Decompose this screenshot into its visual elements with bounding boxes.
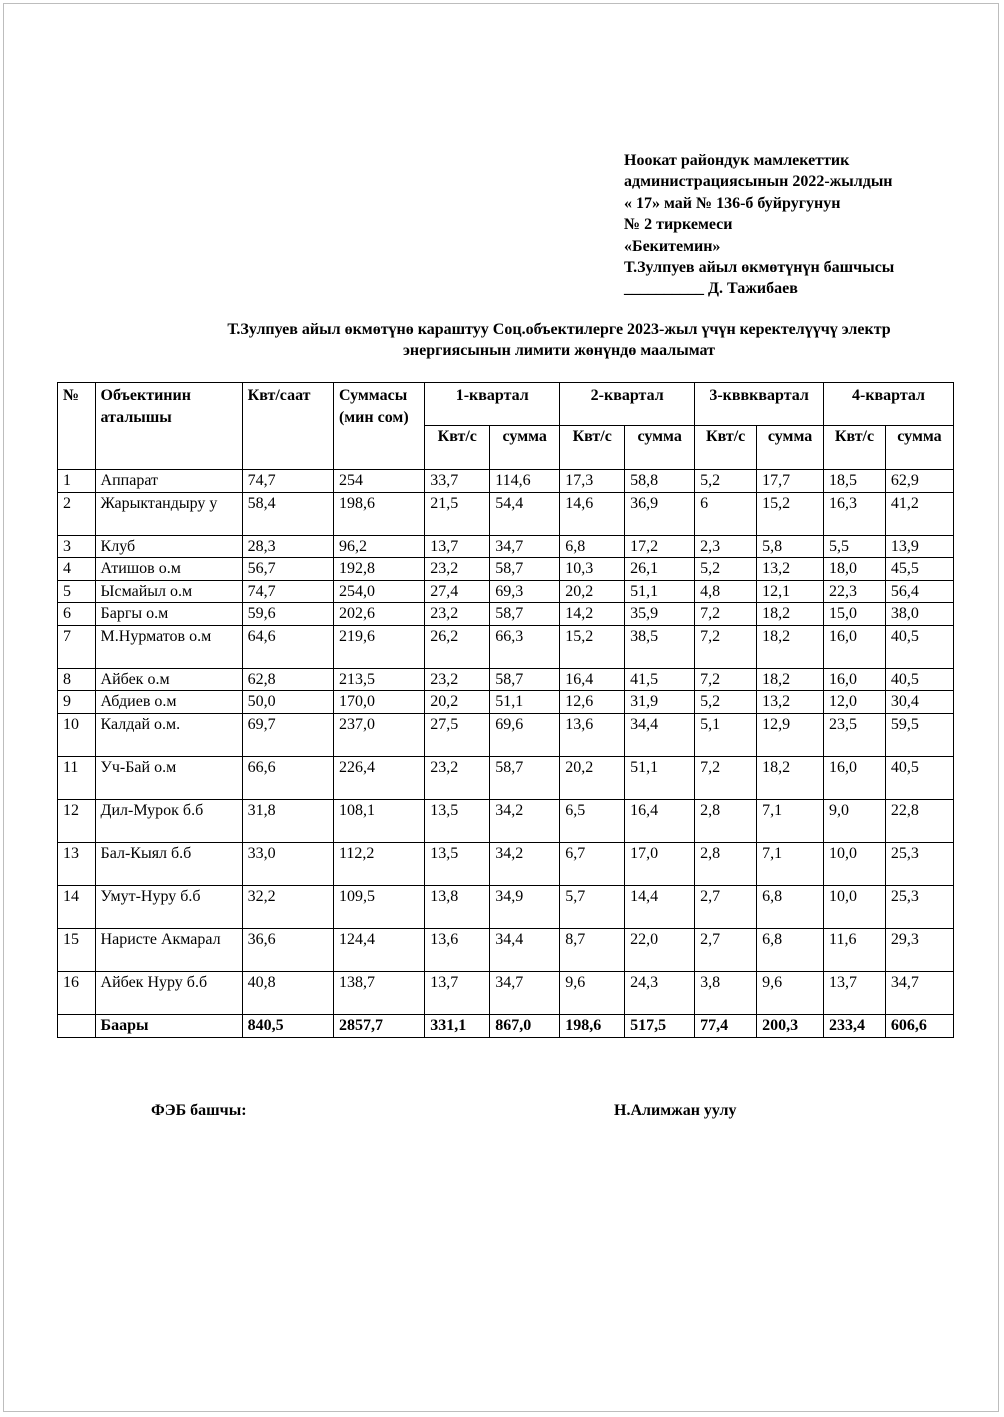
- q2-kwt: 17,3: [560, 470, 625, 493]
- table-row: [58, 756, 954, 799]
- q4-kwt: 23,5: [824, 713, 886, 756]
- object-name: Айбек о.м: [95, 668, 242, 691]
- total-q3k: 77,4: [695, 1014, 757, 1037]
- q4-kwt: 16,3: [824, 492, 886, 535]
- object-name: М.Нурматов о.м: [95, 625, 242, 668]
- q1-sum: 69,3: [490, 580, 560, 603]
- q2-kwt: 14,2: [560, 603, 625, 626]
- kwt-value: 31,8: [242, 799, 333, 842]
- q1-sum: 58,7: [490, 756, 560, 799]
- total-q3s: 200,3: [757, 1014, 824, 1037]
- kwt-value: 64,6: [242, 625, 333, 668]
- q2-sum: 24,3: [625, 971, 695, 1014]
- q2-sum: 36,9: [625, 492, 695, 535]
- q1-kwt: 13,6: [425, 928, 490, 971]
- subheader-kwt: Квт/с: [824, 426, 886, 470]
- document-page: [3, 3, 999, 1412]
- approval-line: № 2 тиркемеси: [624, 216, 733, 234]
- total-q4s: 606,6: [885, 1014, 953, 1037]
- q4-kwt: 10,0: [824, 842, 886, 885]
- q3-sum: 13,2: [757, 558, 824, 581]
- q4-sum: 13,9: [885, 535, 953, 558]
- q3-sum: 9,6: [757, 971, 824, 1014]
- q2-sum: 17,2: [625, 535, 695, 558]
- q1-sum: 58,7: [490, 558, 560, 581]
- sum-value: 219,6: [333, 625, 424, 668]
- q1-kwt: 13,5: [425, 842, 490, 885]
- row-number: 13: [58, 842, 96, 885]
- row-number: 11: [58, 756, 96, 799]
- subheader-kwt: Квт/с: [425, 426, 490, 470]
- q3-kwt: 2,8: [695, 799, 757, 842]
- subheader-sum: сумма: [885, 426, 953, 470]
- q3-sum: 18,2: [757, 603, 824, 626]
- subheader-kwt: Квт/с: [695, 426, 757, 470]
- q1-kwt: 21,5: [425, 492, 490, 535]
- q1-kwt: 20,2: [425, 691, 490, 714]
- q2-kwt: 8,7: [560, 928, 625, 971]
- q3-kwt: 5,1: [695, 713, 757, 756]
- q4-kwt: 22,3: [824, 580, 886, 603]
- object-name: Атишов о.м: [95, 558, 242, 581]
- approval-line: Ноокат райондук мамлекеттик: [624, 152, 850, 169]
- q3-kwt: 4,8: [695, 580, 757, 603]
- kwt-value: 32,2: [242, 885, 333, 928]
- q1-sum: 66,3: [490, 625, 560, 668]
- row-number: 12: [58, 799, 96, 842]
- header-object-name: Объектинин аталышы: [95, 383, 242, 470]
- kwt-value: 58,4: [242, 492, 333, 535]
- footer-signer-name: Н.Алимжан уулу: [614, 1102, 737, 1119]
- total-row: [58, 1014, 954, 1037]
- q4-sum: 22,8: [885, 799, 953, 842]
- q4-sum: 40,5: [885, 756, 953, 799]
- q1-sum: 34,7: [490, 535, 560, 558]
- q1-sum: 58,7: [490, 603, 560, 626]
- object-name: Жарыктандыру у: [95, 492, 242, 535]
- table-row: [58, 885, 954, 928]
- approval-line: «Бекитемин»: [624, 237, 721, 255]
- sum-value: 108,1: [333, 799, 424, 842]
- approval-line: « 17» май № 136-б буйругунун: [624, 194, 841, 212]
- row-number: 7: [58, 625, 96, 668]
- approval-line: Т.Зулпуев айыл өкмөтүнүн башчысы: [624, 259, 895, 277]
- table-row: [58, 535, 954, 558]
- header-quarter-3: 3-кввквартал: [695, 383, 824, 426]
- sum-value: 226,4: [333, 756, 424, 799]
- q2-sum: 22,0: [625, 928, 695, 971]
- header-quarter-2: 2-квартал: [560, 383, 695, 426]
- q2-kwt: 10,3: [560, 558, 625, 581]
- kwt-value: 59,6: [242, 603, 333, 626]
- q2-kwt: 9,6: [560, 971, 625, 1014]
- q2-sum: 38,5: [625, 625, 695, 668]
- q1-kwt: 23,2: [425, 668, 490, 691]
- q4-sum: 38,0: [885, 603, 953, 626]
- row-number: 10: [58, 713, 96, 756]
- sum-value: 112,2: [333, 842, 424, 885]
- subheader-sum: сумма: [625, 426, 695, 470]
- q2-kwt: 6,7: [560, 842, 625, 885]
- q1-kwt: 27,4: [425, 580, 490, 603]
- footer-position-label: ФЭБ башчы:: [151, 1102, 247, 1119]
- q2-kwt: 5,7: [560, 885, 625, 928]
- q2-sum: 35,9: [625, 603, 695, 626]
- q1-sum: 51,1: [490, 691, 560, 714]
- q3-sum: 6,8: [757, 928, 824, 971]
- kwt-value: 66,6: [242, 756, 333, 799]
- q4-sum: 25,3: [885, 885, 953, 928]
- sum-value: 109,5: [333, 885, 424, 928]
- q2-sum: 26,1: [625, 558, 695, 581]
- table-row: [58, 799, 954, 842]
- kwt-value: 50,0: [242, 691, 333, 714]
- kwt-value: 62,8: [242, 668, 333, 691]
- row-number: 2: [58, 492, 96, 535]
- row-number: 8: [58, 668, 96, 691]
- q1-kwt: 33,7: [425, 470, 490, 493]
- q1-kwt: 26,2: [425, 625, 490, 668]
- q2-kwt: 6,8: [560, 535, 625, 558]
- q2-kwt: 20,2: [560, 756, 625, 799]
- kwt-value: 74,7: [242, 580, 333, 603]
- q4-sum: 34,7: [885, 971, 953, 1014]
- total-number-cell: [58, 1014, 96, 1037]
- object-name: Аппарат: [95, 470, 242, 493]
- q3-sum: 17,7: [757, 470, 824, 493]
- q3-kwt: 2,3: [695, 535, 757, 558]
- q3-kwt: 5,2: [695, 691, 757, 714]
- object-name: Калдай о.м.: [95, 713, 242, 756]
- signature-line: __________ Д. Тажибаев: [624, 280, 798, 298]
- q2-sum: 16,4: [625, 799, 695, 842]
- q3-kwt: 7,2: [695, 603, 757, 626]
- document-title: [124, 320, 994, 361]
- total-q4k: 233,4: [824, 1014, 886, 1037]
- q3-kwt: 2,7: [695, 928, 757, 971]
- q3-kwt: 7,2: [695, 756, 757, 799]
- q2-sum: 34,4: [625, 713, 695, 756]
- q3-kwt: 6: [695, 492, 757, 535]
- header-kwt: Квт/саат: [242, 383, 333, 470]
- q4-kwt: 18,5: [824, 470, 886, 493]
- total-q2k: 198,6: [560, 1014, 625, 1037]
- q3-kwt: 3,8: [695, 971, 757, 1014]
- q2-kwt: 12,6: [560, 691, 625, 714]
- kwt-value: 40,8: [242, 971, 333, 1014]
- q4-kwt: 13,7: [824, 971, 886, 1014]
- subheader-sum: сумма: [490, 426, 560, 470]
- kwt-value: 36,6: [242, 928, 333, 971]
- table-row: [58, 603, 954, 626]
- q3-sum: 5,8: [757, 535, 824, 558]
- q1-sum: 34,2: [490, 799, 560, 842]
- q4-sum: 45,5: [885, 558, 953, 581]
- q1-sum: 58,7: [490, 668, 560, 691]
- header-sum: Суммасы (мин сом): [333, 383, 424, 470]
- q4-kwt: 12,0: [824, 691, 886, 714]
- q4-sum: 56,4: [885, 580, 953, 603]
- energy-limit-table: [57, 382, 954, 1038]
- q4-kwt: 15,0: [824, 603, 886, 626]
- object-name: Бал-Кыял б.б: [95, 842, 242, 885]
- q1-kwt: 23,2: [425, 756, 490, 799]
- object-name: Умут-Нуру б.б: [95, 885, 242, 928]
- total-q2s: 517,5: [625, 1014, 695, 1037]
- sum-value: 138,7: [333, 971, 424, 1014]
- approval-block: [624, 150, 984, 300]
- kwt-value: 28,3: [242, 535, 333, 558]
- row-number: 1: [58, 470, 96, 493]
- q1-kwt: 13,7: [425, 971, 490, 1014]
- kwt-value: 56,7: [242, 558, 333, 581]
- q1-sum: 69,6: [490, 713, 560, 756]
- q2-kwt: 16,4: [560, 668, 625, 691]
- object-name: Клуб: [95, 535, 242, 558]
- q4-kwt: 11,6: [824, 928, 886, 971]
- table-row: [58, 668, 954, 691]
- q3-sum: 18,2: [757, 625, 824, 668]
- q4-kwt: 16,0: [824, 756, 886, 799]
- title-line-1: Т.Зулпуев айыл өкмөтүнө караштуу Соц.объектилерге 2023-жыл үчүн керектелүүчү электр: [227, 321, 891, 338]
- q4-sum: 41,2: [885, 492, 953, 535]
- q4-sum: 62,9: [885, 470, 953, 493]
- total-sum: 2857,7: [333, 1014, 424, 1037]
- table-row: [58, 842, 954, 885]
- q1-kwt: 13,5: [425, 799, 490, 842]
- q2-sum: 31,9: [625, 691, 695, 714]
- row-number: 6: [58, 603, 96, 626]
- q4-sum: 29,3: [885, 928, 953, 971]
- q3-sum: 12,9: [757, 713, 824, 756]
- total-label: Баары: [95, 1014, 242, 1037]
- sum-value: 170,0: [333, 691, 424, 714]
- q2-sum: 14,4: [625, 885, 695, 928]
- q3-kwt: 2,8: [695, 842, 757, 885]
- object-name: Ысмайыл о.м: [95, 580, 242, 603]
- q1-sum: 34,7: [490, 971, 560, 1014]
- sum-value: 213,5: [333, 668, 424, 691]
- q4-sum: 59,5: [885, 713, 953, 756]
- table-body: [58, 470, 954, 1038]
- q2-sum: 58,8: [625, 470, 695, 493]
- q3-sum: 18,2: [757, 756, 824, 799]
- q2-sum: 51,1: [625, 756, 695, 799]
- table-row: [58, 625, 954, 668]
- q3-kwt: 7,2: [695, 668, 757, 691]
- sum-value: 254,0: [333, 580, 424, 603]
- q4-sum: 30,4: [885, 691, 953, 714]
- q4-sum: 40,5: [885, 625, 953, 668]
- object-name: Наристе Акмарал: [95, 928, 242, 971]
- title-line-2: энергиясынын лимити жөнүндө маалымат: [403, 341, 715, 359]
- q1-kwt: 27,5: [425, 713, 490, 756]
- q3-sum: 18,2: [757, 668, 824, 691]
- table-row: [58, 691, 954, 714]
- table-row: [58, 470, 954, 493]
- q2-kwt: 6,5: [560, 799, 625, 842]
- sum-value: 96,2: [333, 535, 424, 558]
- q3-kwt: 5,2: [695, 470, 757, 493]
- row-number: 16: [58, 971, 96, 1014]
- q3-sum: 6,8: [757, 885, 824, 928]
- q1-kwt: 23,2: [425, 558, 490, 581]
- q1-sum: 34,2: [490, 842, 560, 885]
- table-row: [58, 971, 954, 1014]
- header-quarter-1: 1-квартал: [425, 383, 560, 426]
- row-number: 5: [58, 580, 96, 603]
- q1-sum: 34,9: [490, 885, 560, 928]
- row-number: 14: [58, 885, 96, 928]
- q1-kwt: 13,7: [425, 535, 490, 558]
- object-name: Дил-Мурок б.б: [95, 799, 242, 842]
- sum-value: 237,0: [333, 713, 424, 756]
- q3-kwt: 5,2: [695, 558, 757, 581]
- q1-sum: 34,4: [490, 928, 560, 971]
- q4-sum: 25,3: [885, 842, 953, 885]
- row-number: 3: [58, 535, 96, 558]
- kwt-value: 69,7: [242, 713, 333, 756]
- header-quarter-4: 4-квартал: [824, 383, 954, 426]
- table-row: [58, 558, 954, 581]
- q4-kwt: 9,0: [824, 799, 886, 842]
- subheader-sum: сумма: [757, 426, 824, 470]
- object-name: Айбек Нуру б.б: [95, 971, 242, 1014]
- q2-kwt: 15,2: [560, 625, 625, 668]
- q3-kwt: 7,2: [695, 625, 757, 668]
- q2-sum: 41,5: [625, 668, 695, 691]
- row-number: 15: [58, 928, 96, 971]
- subheader-kwt: Квт/с: [560, 426, 625, 470]
- q2-sum: 51,1: [625, 580, 695, 603]
- q1-kwt: 23,2: [425, 603, 490, 626]
- q2-sum: 17,0: [625, 842, 695, 885]
- table-row: [58, 713, 954, 756]
- q1-sum: 114,6: [490, 470, 560, 493]
- sum-value: 254: [333, 470, 424, 493]
- object-name: Баргы о.м: [95, 603, 242, 626]
- table-row: [58, 928, 954, 971]
- q3-sum: 12,1: [757, 580, 824, 603]
- q1-kwt: 13,8: [425, 885, 490, 928]
- kwt-value: 33,0: [242, 842, 333, 885]
- total-kwt: 840,5: [242, 1014, 333, 1037]
- sum-value: 124,4: [333, 928, 424, 971]
- q4-kwt: 10,0: [824, 885, 886, 928]
- q1-sum: 54,4: [490, 492, 560, 535]
- object-name: Абдиев о.м: [95, 691, 242, 714]
- q4-kwt: 5,5: [824, 535, 886, 558]
- q2-kwt: 13,6: [560, 713, 625, 756]
- q3-sum: 13,2: [757, 691, 824, 714]
- row-number: 9: [58, 691, 96, 714]
- q3-sum: 7,1: [757, 799, 824, 842]
- header-number: №: [58, 383, 96, 470]
- kwt-value: 74,7: [242, 470, 333, 493]
- table-row: [58, 580, 954, 603]
- row-number: 4: [58, 558, 96, 581]
- q2-kwt: 14,6: [560, 492, 625, 535]
- table-row: [58, 492, 954, 535]
- q2-kwt: 20,2: [560, 580, 625, 603]
- total-q1k: 331,1: [425, 1014, 490, 1037]
- q4-kwt: 16,0: [824, 625, 886, 668]
- q4-sum: 40,5: [885, 668, 953, 691]
- sum-value: 202,6: [333, 603, 424, 626]
- sum-value: 192,8: [333, 558, 424, 581]
- approval-line: администрациясынын 2022-жылдын: [624, 173, 893, 191]
- object-name: Уч-Бай о.м: [95, 756, 242, 799]
- q3-sum: 15,2: [757, 492, 824, 535]
- q3-kwt: 2,7: [695, 885, 757, 928]
- q4-kwt: 16,0: [824, 668, 886, 691]
- q3-sum: 7,1: [757, 842, 824, 885]
- q4-kwt: 18,0: [824, 558, 886, 581]
- sum-value: 198,6: [333, 492, 424, 535]
- total-q1s: 867,0: [490, 1014, 560, 1037]
